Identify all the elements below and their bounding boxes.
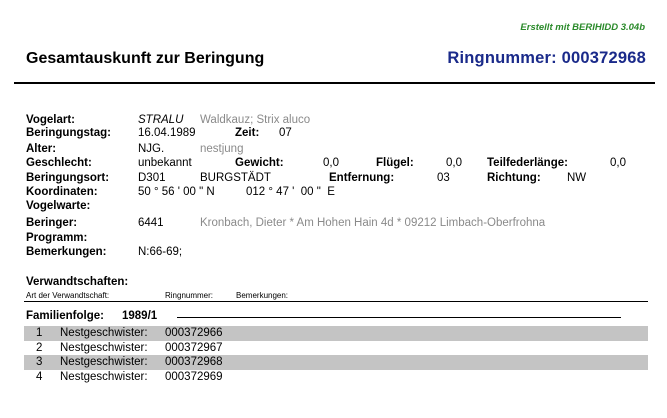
beringungstag-label: Beringungstag: bbox=[26, 127, 111, 139]
beringungstag-value: 16.04.1989 bbox=[138, 127, 196, 139]
fluegel-label: Flügel: bbox=[376, 157, 414, 169]
beringungsort-code: D301 bbox=[138, 172, 166, 184]
familienfolge-value: 1989/1 bbox=[122, 310, 158, 322]
richtung-label: Richtung: bbox=[487, 172, 541, 184]
richtung-value: NW bbox=[567, 172, 587, 184]
row-ring: 000372969 bbox=[165, 371, 223, 383]
entfernung-label: Entfernung: bbox=[329, 172, 395, 184]
ring-number-label: Ringnummer: bbox=[447, 49, 557, 67]
vogelart-name: Waldkauz; Strix aluco bbox=[200, 114, 311, 126]
table-row bbox=[24, 355, 648, 370]
bemerkungen-value: N:66-69; bbox=[138, 246, 183, 258]
row-ring: 000372966 bbox=[165, 327, 223, 339]
programm-label: Programm: bbox=[26, 232, 88, 244]
alter-label: Alter: bbox=[26, 143, 57, 155]
col-header-art: Art der Verwandtschaft: bbox=[26, 291, 110, 300]
table-row bbox=[24, 341, 648, 356]
page-title: Gesamtauskunft zur Beringung bbox=[26, 50, 265, 67]
beringer-name: Kronbach, Dieter * Am Hohen Hain 4d * 09212 Limbach-Oberfrohna bbox=[200, 217, 546, 229]
koordinaten-lat: 50 ° 56 ' 00 " N bbox=[138, 186, 215, 198]
row-ring: 000372967 bbox=[165, 342, 223, 354]
verwandtschaften-heading: Verwandtschaften: bbox=[26, 276, 129, 288]
gewicht-value: 0,0 bbox=[323, 157, 339, 169]
entfernung-value: 03 bbox=[437, 172, 450, 184]
row-type: Nestgeschwister: bbox=[60, 356, 148, 368]
row-number: 2 bbox=[36, 342, 43, 354]
familienfolge-rule bbox=[177, 317, 621, 318]
vogelart-label: Vogelart: bbox=[26, 114, 75, 126]
row-number: 3 bbox=[36, 356, 43, 368]
familienfolge-label: Familienfolge: bbox=[26, 310, 104, 322]
row-ring: 000372968 bbox=[165, 356, 223, 368]
row-type: Nestgeschwister: bbox=[60, 371, 148, 383]
ring-number-value: 000372968 bbox=[561, 49, 646, 67]
gewicht-label: Gewicht: bbox=[235, 157, 284, 169]
row-type: Nestgeschwister: bbox=[60, 342, 148, 354]
row-number: 1 bbox=[36, 327, 43, 339]
alter-code: NJG. bbox=[138, 143, 165, 155]
beringungsort-name: BURGSTÄDT bbox=[200, 172, 271, 184]
bemerkungen-label: Bemerkungen: bbox=[26, 246, 107, 258]
teilfeder-label: Teilfederlänge: bbox=[487, 157, 568, 169]
koordinaten-lon: 012 ° 47 ' 00 " E bbox=[246, 186, 335, 198]
table-row bbox=[24, 326, 648, 341]
credit-text: Erstellt mit BERIHIDD 3.04b bbox=[520, 22, 645, 33]
vogelart-code: STRALU bbox=[138, 114, 184, 126]
geschlecht-label: Geschlecht: bbox=[26, 157, 92, 169]
zeit-value: 07 bbox=[279, 127, 292, 139]
alter-desc: nestjung bbox=[200, 143, 244, 155]
beringer-nr: 6441 bbox=[138, 217, 164, 229]
row-number: 4 bbox=[36, 371, 43, 383]
beringungsort-label: Beringungsort: bbox=[26, 172, 110, 184]
header-divider bbox=[14, 82, 655, 84]
geschlecht-value: unbekannt bbox=[138, 157, 192, 169]
row-type: Nestgeschwister: bbox=[60, 327, 148, 339]
vogelwarte-label: Vogelwarte: bbox=[26, 200, 91, 212]
table-row bbox=[24, 370, 648, 385]
relations-divider bbox=[24, 301, 648, 302]
koordinaten-label: Koordinaten: bbox=[26, 186, 98, 198]
ring-number-heading bbox=[447, 49, 646, 68]
zeit-label: Zeit: bbox=[235, 127, 260, 139]
col-header-ring: Ringnummer: bbox=[165, 291, 214, 300]
teilfeder-value: 0,0 bbox=[610, 157, 626, 169]
beringer-label: Beringer: bbox=[26, 217, 78, 229]
col-header-bem: Bemerkungen: bbox=[236, 291, 289, 300]
fluegel-value: 0,0 bbox=[446, 157, 462, 169]
